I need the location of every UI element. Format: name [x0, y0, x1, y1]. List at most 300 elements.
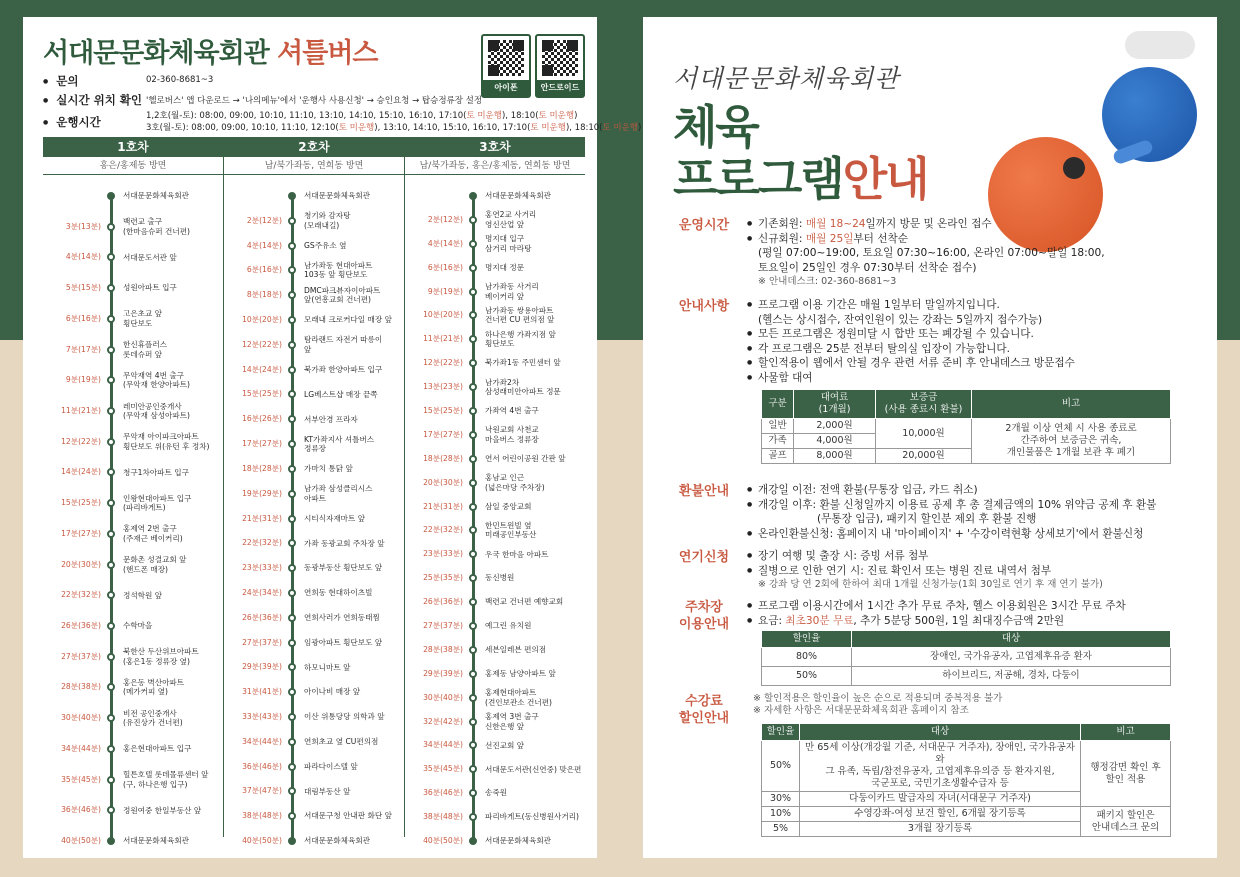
th: 대여료 (1개월) [794, 390, 876, 419]
stop-dot [107, 346, 115, 354]
stop-name: 남가좌 삼성클리시스 아파트 [304, 484, 373, 503]
stop-name: 청기와 감자탕 (모래내길) [304, 211, 351, 230]
stop-name: 하모니마트 앞 [304, 662, 351, 672]
td: 골프 [762, 449, 794, 464]
stop-time: 21분(31분) [242, 513, 282, 523]
stop-dot [288, 589, 296, 597]
stop-dot [107, 253, 115, 261]
td: 일반 [762, 419, 794, 434]
stop-name: 무악재 아이파크아파트 횡단보도 위(유턴 후 정차) [123, 432, 210, 451]
stop-time: 22분(32분) [423, 525, 463, 535]
stop-dot [469, 311, 477, 319]
stop-dot [107, 683, 115, 691]
stop-name: 서대문도서관(신연중) 맞은편 [485, 764, 582, 774]
stop-name: 대림부동산 앞 [304, 786, 351, 796]
stop-dot [288, 639, 296, 647]
stop-dot [469, 574, 477, 582]
discount-table [761, 723, 1171, 837]
stop-dot [469, 789, 477, 797]
section-extend-title: 연기신청 [678, 550, 730, 565]
stop-dot [288, 291, 296, 299]
stop-time: 14분(24분) [242, 364, 282, 374]
stop-time: 4분(14분) [246, 240, 282, 250]
info-value: 02-360-8681~3 [146, 75, 214, 85]
stop-time: 38분(48분) [423, 812, 463, 822]
stop-dot [107, 284, 115, 292]
stop-time: 29분(39분) [242, 662, 282, 672]
stop-dot [288, 564, 296, 572]
refund-line: ● 개강일 이후: 환불 신청일까지 이용료 공제 후 총 결제금액의 10% 위약금 공제 후 환불 [747, 498, 1156, 513]
stop-dot [107, 376, 115, 384]
stop-dot [288, 316, 296, 324]
stop-dot [288, 738, 296, 746]
stop-name: 명지대 정문 [485, 262, 525, 272]
stop-dot [469, 526, 477, 534]
stop-time: 17분(27분) [423, 429, 463, 439]
th: 비고 [972, 390, 1171, 419]
stop-name: 수학마을 [123, 621, 153, 631]
stop-time: 8분(18분) [246, 290, 282, 300]
stop-time: 40분(50분) [423, 836, 463, 845]
stop-time: 23분(33분) [242, 563, 282, 573]
hours-line: 토요일이 25일인 경우 07:30부터 선착순 접수) [758, 261, 977, 274]
stop-dot [107, 438, 115, 446]
stop-time: 7분(17분) [65, 344, 101, 354]
discount-notes [753, 693, 1002, 717]
th: 대상 [800, 724, 1081, 741]
stop-dot [107, 622, 115, 630]
qr-code-icon [488, 40, 524, 76]
stop-time: 12분(22분) [423, 358, 463, 368]
stop-name: 북가좌 한양아파트 입구 [304, 364, 383, 374]
stop-name: 성원아파트 입구 [123, 283, 177, 293]
stop-time: 15분(25분) [423, 406, 463, 415]
td: 5% [762, 822, 800, 837]
program-subtitle: 서대문문화체육회관 [673, 64, 900, 93]
stop-name: 세븐일레븐 편의점 [485, 645, 547, 655]
stop-dot [288, 663, 296, 671]
extend-note: ※ 강좌 당 연 2회에 한하여 최대 1개월 신청가능(1회 30일로 연기 후 재 연기 불가) [758, 579, 1103, 591]
stop-name: 서대문문화체육회관 [485, 191, 552, 201]
stop-name: 낙원교회 사천교 마을버스 정류장 [485, 425, 539, 444]
stop-time: 15분(25분) [61, 498, 101, 508]
stop-name: DMC파크뷰자이아파트 앞(연흥교회 건너편) [304, 285, 381, 305]
stop-time: 18분(28분) [423, 453, 463, 463]
stop-name: 서대문구청 안내판 화단 앞 [304, 811, 392, 821]
stop-time: 17분(27분) [61, 528, 101, 538]
stop-time: 32분(42분) [423, 716, 463, 726]
td: 3개월 장기등록 [800, 822, 1081, 837]
stop-name: 선진교회 앞 [485, 740, 525, 750]
stop-dot [288, 515, 296, 523]
stop-time: 35분(45분) [423, 764, 463, 774]
stop-time: 4분(14분) [427, 238, 463, 248]
stop-time: 24분(34분) [242, 587, 282, 597]
stop-name: 문화촌 성결교회 앞 (핸드폰 매장) [123, 555, 187, 574]
stop-time: 10분(20분) [242, 315, 282, 325]
route-head: 3호차 [405, 137, 585, 157]
route-head: 1호차 [43, 137, 223, 157]
qr-code-icon [542, 40, 578, 76]
stop-dot [107, 806, 115, 814]
stop-name: 비전 공인중개사 (유진상가 건너편) [123, 708, 183, 728]
stop-time: 9분(19분) [65, 375, 101, 385]
th: 비고 [1081, 724, 1171, 741]
stop-name: 서대문도서관 앞 [123, 252, 177, 262]
extend-list [747, 549, 1103, 593]
stop-time: 19분(29분) [242, 488, 282, 498]
td: 20,000원 [876, 449, 972, 464]
stop-time: 9분(19분) [427, 286, 463, 296]
stop-dot [469, 837, 477, 845]
stop-name: 남가좌동 쌍용아파트 건너편 CU 편의점 앞 [485, 305, 555, 325]
stop-name: 연희사러가 연희동태찜 [304, 612, 380, 622]
stop-name: 정원여중 한일부동산 앞 [123, 805, 202, 815]
parking-table [761, 630, 1171, 686]
section-notice-title: 안내사항 [678, 299, 730, 314]
stop-time: 26분(36분) [61, 621, 101, 630]
stop-name: 시티식자재마트 앞 [304, 513, 366, 523]
stop-name: 한민트윈빌 옆 미래공인부동산 [485, 520, 537, 540]
stop-dot [288, 242, 296, 250]
stop-dot [469, 550, 477, 558]
parking-line: ● 프로그램 이용시간에서 1시간 추가 무료 주차, 헬스 이용회원은 3시간 무료 주차 [747, 599, 1126, 614]
stop-dot [288, 763, 296, 771]
stop-dot [469, 264, 477, 272]
stop-name: 남가좌2차 삼성래미안아파트 정문 [485, 377, 561, 397]
discount-note: ※ 할인적용은 할인율이 높은 순으로 적용되며 중복적용 불가 [753, 693, 1003, 704]
stop-time: 36분(46분) [423, 788, 463, 798]
shuttle-title: 서대문문화체육회관 셔틀버스 [43, 38, 378, 69]
td: 다둥이카드 발급자의 자녀(서대문구 거주자) [800, 792, 1081, 807]
stop-name: 이산 위통당당 의학과 앞 [304, 712, 385, 722]
stop-name: 홍제현대아파트 (견인보관소 건너편) [485, 688, 553, 707]
qr-label: 안드로이드 [537, 80, 583, 96]
stop-dot [288, 837, 296, 845]
stop-name: 홍연2교 사거리 영신산업 앞 [485, 210, 537, 229]
th: 할인율 [762, 724, 800, 741]
stop-name: 하나은행 가좌지점 앞 횡단보도 [485, 329, 556, 349]
stop-name: 백련교 출구 (한마음슈퍼 건너편) [123, 217, 191, 236]
td: 80% [762, 648, 852, 667]
stop-time: 34분(44분) [423, 740, 463, 750]
stop-time: 6분(16분) [65, 313, 101, 323]
refund-line: ● 개강일 이전: 전액 환불(무통장 입금, 카드 취소) [747, 483, 1156, 498]
stop-time: 20분(30분) [61, 559, 101, 569]
stop-time: 22분(32분) [61, 590, 101, 600]
stop-name: 탐라랜드 자전거 따릉이 앞 [304, 335, 383, 354]
stop-time: 27분(37분) [423, 621, 463, 630]
extend-line: ● 질병으로 인한 연기 시: 진료 확인서 또는 병원 진료 내역서 첨부 [747, 564, 1103, 579]
stop-dot [107, 776, 115, 784]
stop-dot [288, 812, 296, 820]
stop-time: 29분(39분) [423, 668, 463, 678]
qr-label: 아이폰 [483, 80, 529, 96]
stop-time: 34분(44분) [242, 736, 282, 746]
notice-line: ● 사물함 대여 [747, 371, 1075, 386]
stop-dot [469, 598, 477, 606]
stop-time: 38분(48분) [242, 811, 282, 821]
stop-dot [107, 714, 115, 722]
route-area: 홍은/홍제동 방면 [43, 157, 223, 175]
stop-dot [469, 335, 477, 343]
stop-name: 파리바게트(동신병원사거리) [485, 812, 579, 822]
stop-dot [288, 217, 296, 225]
route-head: 2호차 [224, 137, 404, 157]
section-refund-title: 환불안내 [678, 484, 730, 499]
stop-name: 홍제역 2번 출구 (주재근 베이커리) [123, 524, 183, 543]
parking-line: ● 요금: 최초30분 무료, 추가 5분당 500원, 1일 최대징수금액 2만원 [747, 614, 1126, 629]
stop-time: 22분(32분) [242, 538, 282, 548]
stop-time: 14분(24분) [61, 467, 101, 477]
stop-dot [107, 591, 115, 599]
notice-line: ● 각 프로그램은 25분 전부터 탈의실 입장이 가능합니다. [747, 342, 1075, 357]
stop-name: 삼일 중앙교회 [485, 501, 532, 511]
th: 할인율 [762, 631, 852, 648]
stop-time: 28분(38분) [61, 682, 101, 692]
stop-dot [107, 561, 115, 569]
stop-name: 연희초교 옆 CU편의점 [304, 737, 379, 747]
td: 하이브리드, 저공해, 경차, 다둥이 [852, 667, 1171, 686]
stop-name: 홍은동 벽산아파트 (메가커피 옆) [123, 677, 185, 697]
td: 2,000원 [794, 419, 876, 434]
td: 10,000원 [876, 419, 972, 449]
notice-line: ● 할인적용이 웹에서 안될 경우 관련 서류 준비 후 안내데스크 방문접수 [747, 356, 1075, 371]
stop-dot [469, 359, 477, 367]
stop-name: 남가좌동 현대아파트 103동 앞 횡단보도 [304, 260, 373, 280]
parking-list [747, 599, 1126, 628]
td: 장애인, 국가유공자, 고엽제후유증 환자 [852, 648, 1171, 667]
stop-dot [288, 539, 296, 547]
stop-dot [288, 490, 296, 498]
stop-time: 12분(22분) [242, 339, 282, 349]
stop-name: 고은초교 앞 횡단보도 [123, 309, 163, 328]
discount-note: ※ 자세한 사항은 서대문문화체육회관 홈페이지 참조 [753, 705, 969, 716]
stop-name: 서대문문화체육회관 [123, 191, 190, 201]
th: 보증금 (사용 종료시 환불) [876, 390, 972, 419]
stop-name: 서대문문화체육회관 [485, 836, 552, 846]
stop-dot [107, 192, 115, 200]
stop-name: 가좌 동광교회 주차장 앞 [304, 538, 385, 548]
stop-time: 2분(12분) [246, 215, 282, 225]
td: 행정감면 확인 후 할인 적용 [1081, 741, 1171, 807]
stop-dot [469, 813, 477, 821]
cloud-decoration [1125, 31, 1195, 59]
stop-name: 아이나비 매장 앞 [304, 687, 361, 697]
td: 50% [762, 741, 800, 792]
stop-time: 40분(50분) [61, 836, 101, 845]
stop-name: 무악재역 4번 출구 (무악재 한양아파트) [123, 370, 191, 390]
stop-name: 홍은현대아파트 입구 [123, 744, 192, 754]
stop-dot [107, 499, 115, 507]
stop-dot [469, 455, 477, 463]
stop-dot [288, 192, 296, 200]
stop-dot [469, 503, 477, 511]
stop-time: 37분(47분) [242, 786, 282, 796]
stop-dot [288, 465, 296, 473]
td: 8,000원 [794, 449, 876, 464]
stop-time: 26분(36분) [242, 612, 282, 622]
stop-dot [288, 713, 296, 721]
stop-name: 북한산 두산위브아파트 (홍은1동 정류장 옆) [123, 647, 199, 666]
td: 4,000원 [794, 434, 876, 449]
stop-time: 20분(30분) [423, 477, 463, 487]
stop-name: 파라다이스텔 앞 [304, 761, 358, 771]
locker-table [761, 389, 1171, 464]
stop-dot [469, 765, 477, 773]
stop-name: 청구1차아파트 입구 [123, 467, 189, 477]
td: 30% [762, 792, 800, 807]
stop-time: 16분(26분) [242, 414, 282, 424]
stop-dot [107, 223, 115, 231]
stop-dot [469, 192, 477, 200]
stop-dot [469, 670, 477, 678]
stop-dot [469, 407, 477, 415]
stop-dot [288, 390, 296, 398]
stop-time: 11분(21분) [61, 406, 101, 415]
stop-name: 동광부동산 횡단보도 앞 [304, 563, 383, 573]
section-discount-title: 수강료 할인안내 [678, 694, 730, 726]
stop-dot [107, 745, 115, 753]
stop-dot [288, 266, 296, 274]
shuttle-bus-page [23, 17, 642, 858]
stop-time: 31분(41분) [242, 687, 282, 697]
stop-time: 25분(35분) [423, 573, 463, 583]
stop-dot [288, 614, 296, 622]
stop-time: 28분(38분) [423, 644, 463, 654]
stop-time: 33분(43분) [242, 711, 282, 721]
stop-dot [107, 653, 115, 661]
notice-line: ● 프로그램 이용 기간은 매월 1일부터 말일까지입니다. [747, 298, 1075, 313]
info-key: ● 문의 [43, 73, 78, 89]
td: 수영강좌-여성 보건 할인, 6개월 장기등록 [800, 807, 1081, 822]
stop-name: LG베스트샵 매장 끝쪽 [304, 389, 378, 399]
stop-name: 한신휴플러스 롯데슈퍼 앞 [123, 340, 168, 359]
stop-name: 힐튼호텔 롯데몰류센터 앞 (구, 하나은행 입구) [123, 770, 209, 789]
section-hours-title: 운영시간 [678, 218, 730, 233]
stop-name: 예그린 유치원 [485, 621, 532, 631]
stop-dot [288, 341, 296, 349]
stop-dot [469, 694, 477, 702]
stop-dot [288, 440, 296, 448]
stop-time: 21분(31분) [423, 501, 463, 511]
stop-time: 27분(37분) [242, 637, 282, 647]
stop-dot [107, 407, 115, 415]
stop-dot [469, 240, 477, 248]
info-value: 3호(월-토): 08:00, 09:00, 10:10, 11:10, 12:10(토 미운행), 13:10, 14:10, 15:10, 16:10, 17:10(토 미운행), 18:10(토 미운행) [146, 123, 642, 133]
stop-time: 26분(36분) [423, 597, 463, 607]
stop-dot [469, 479, 477, 487]
stop-time: 15분(25분) [242, 389, 282, 399]
stop-dot [469, 646, 477, 654]
stop-dot [107, 468, 115, 476]
stop-time: 2분(12분) [427, 214, 463, 224]
stop-dot [288, 688, 296, 696]
stop-time: 13분(23분) [423, 382, 463, 392]
stop-name: 홍제역 3번 출구 신한은행 앞 [485, 712, 539, 731]
stop-time: 5분(15분) [65, 283, 101, 293]
stop-name: 우국 한마음 아파트 [485, 549, 549, 559]
stop-name: 임광아파트 횡단보도 앞 [304, 637, 383, 647]
extend-line: ● 장기 여행 및 출장 시: 증빙 서류 첨부 [747, 549, 1103, 564]
info-key: ● 운행시간 [43, 114, 101, 130]
info-key: ● 실시간 위치 확인 [43, 92, 142, 108]
stop-name: 서대문문화체육회관 [304, 191, 371, 201]
stop-name: 서대문문화체육회관 [304, 836, 371, 846]
notice-line: ● 모든 프로그램은 정원미달 시 합반 또는 폐강될 수 있습니다. [747, 327, 1075, 342]
info-value: '헬로버스' 앱 다운로드 → '나의메뉴'에서 '운행사 사용신청' → 승인요청 → 탑승정류장 설정 [146, 96, 483, 106]
stop-name: 홍제동 남양아파트 앞 [485, 669, 556, 679]
stop-name: 백련교 건너편 예향교회 [485, 597, 564, 607]
qr-iphone[interactable] [481, 34, 531, 98]
stop-time: 35분(45분) [61, 774, 101, 784]
qr-android[interactable] [535, 34, 585, 98]
stop-time: 6분(16분) [246, 265, 282, 275]
stop-dot [469, 622, 477, 630]
td: 2개월 이상 연체 시 사용 종료로 간주하여 보증금은 귀속, 개인물품은 1개월 보관 후 폐기 [972, 419, 1171, 464]
notice-list [747, 298, 1075, 386]
stop-name: 인왕현대아파트 입구 (파리바게트) [123, 493, 192, 513]
info-value: 1,2호(월-토): 08:00, 09:00, 10:10, 11:10, 13:10, 14:10, 15:10, 16:10, 17:10(토 미운행), 18:10(토 미운행) [146, 111, 578, 121]
notice-line: (헬스는 상시접수, 잔여인원이 있는 강좌는 5일까지 접수가능) [758, 313, 1043, 326]
stop-name: 북가좌1동 주민센터 앞 [485, 358, 561, 368]
program-page [643, 17, 1217, 858]
route-area: 남/북가좌동, 홍은/홍제동, 연희동 방면 [405, 157, 585, 175]
stop-time: 36분(46분) [61, 805, 101, 815]
stop-dot [107, 837, 115, 845]
stop-name: 가마치 통닭 앞 [304, 464, 353, 474]
stop-time: 17분(27분) [242, 439, 282, 449]
hours-line: ● 기존회원: 매월 18~24일까지 방문 및 온라인 접수 [747, 217, 1105, 232]
program-title: 체육 프로그램안내 [673, 100, 928, 206]
hours-note: ※ 안내데스크: 02-360-8681~3 [758, 276, 897, 288]
stop-name: 가좌역 4번 출구 [485, 406, 539, 416]
stop-name: 명지대 입구 삼거리 마라탕 [485, 234, 532, 253]
th: 대상 [852, 631, 1171, 648]
stop-name: 레미안공인중개사 (무악재 삼성아파트) [123, 401, 191, 420]
stop-name: 서대문문화체육회관 [123, 836, 190, 846]
td: 패키지 할인은 안내데스크 문의 [1081, 807, 1171, 837]
stop-time: 36분(46분) [242, 761, 282, 771]
stop-time: 10분(20분) [423, 310, 463, 320]
td: 만 65세 이상(개강월 기준, 서대문구 거주자), 장애인, 국가유공자와 그 유족, 독립/참전유공자, 고엽제후유의증 등 환자지원, 국군포로, 국민기초생활수급자 등 [800, 741, 1081, 792]
stop-dot [288, 787, 296, 795]
stop-name: KT가좌지사 셔틀버스 정류장 [304, 434, 375, 454]
stop-dot [469, 741, 477, 749]
stop-dot [469, 216, 477, 224]
hours-list [747, 217, 1105, 290]
stop-time: 3분(13분) [65, 221, 101, 231]
refund-list [747, 483, 1156, 541]
stop-dot [469, 431, 477, 439]
route-area: 남/북가좌동, 연희동 방면 [224, 157, 404, 175]
refund-line: ● 온라인환불신청: 홈페이지 내 '마이페이지' + '수강이력현황 상세보기'에서 환불신청 [747, 527, 1156, 542]
stop-dot [469, 288, 477, 296]
stop-time: 30분(40분) [423, 692, 463, 702]
stop-time: 34분(44분) [61, 743, 101, 753]
td: 10% [762, 807, 800, 822]
hours-line: ● 신규회원: 매월 25일부터 선착순 [747, 232, 1105, 247]
stop-name: 서부안경 프라자 [304, 414, 358, 424]
stop-name: 연희동 현대하이츠빌 [304, 588, 373, 598]
stop-dot [469, 718, 477, 726]
hours-line: (평일 07:00~19:00, 토요일 07:30~16:00, 온라인 07:00~말일 18:00, [758, 247, 1105, 260]
stop-time: 12분(22분) [61, 436, 101, 446]
stop-name: 홍남교 인근 (넓은마당 주차장) [485, 473, 545, 492]
stop-time: 6분(16분) [427, 262, 463, 272]
stop-dot [288, 415, 296, 423]
stop-name: 정석학원 앞 [123, 590, 163, 600]
